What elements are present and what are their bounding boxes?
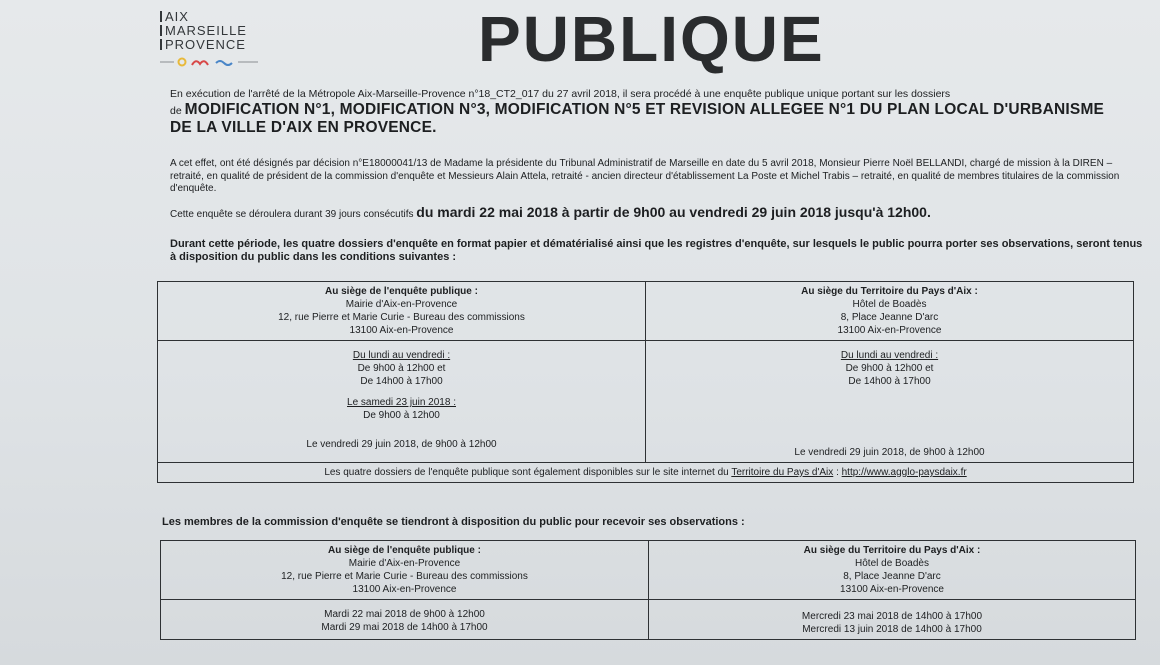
intro-subject: MODIFICATION N°1, MODIFICATION N°3, MODIFICATION N°5 ET REVISION ALLEGEE N°1 DU PLAN LOCAL D'URBANISME DE LA VILLE D'AIX EN PROVENCE.	[170, 101, 1105, 136]
duration-small-text: Cette enquête se déroulera durant 39 jours consécutifs	[170, 209, 414, 220]
intro-paragraph	[170, 88, 1130, 137]
table-row	[158, 282, 1134, 341]
consultation-table	[157, 281, 1134, 483]
period-paragraph: Durant cette période, les quatre dossiers d'enquête en format papier et dématérialisé ainsi que les registres d'enquête, sur lesquels le public pourra porter ses observations, seront tenus à disposition du public dans les conditions suivantes :	[170, 238, 1143, 263]
cell-heading: Au siège de l'enquête publique :	[325, 286, 478, 297]
cell-heading: Au siège du Territoire du Pays d'Aix :	[801, 286, 978, 297]
cell-territoire-dates: Mercredi 23 mai 2018 de 14h00 à 17h00 Mercredi 13 juin 2018 de 14h00 à 17h00	[649, 600, 1136, 640]
territoire-link[interactable]: Territoire du Pays d'Aix	[731, 467, 834, 478]
intro-small-text: En exécution de l'arrêté de la Métropole Aix-Marseille-Provence n°18_CT2_017 du 27 avril 2018, il sera procédé à une enquête publique unique portant sur les dossiers	[170, 88, 951, 100]
designation-paragraph: A cet effet, ont été désignés par décision n°E18000041/13 de Madame la présidente du Tribunal Administratif de Marseille en date du 5 avril 2018, Monsieur Pierre Noël BELLANDI, chargé de mission à la DIREN – retraité, en qualité de président de la commission d'enquête et Messieurs Alain Attela, retraité - ancien directeur d'établissement La Poste et Michel Trabis – retraité, en qualité de membres titulaires de la commission d'enquête.	[170, 158, 1120, 194]
cell-website: Les quatre dossiers de l'enquête publique sont également disponibles sur le site internet du Territoire du Pays d'Aix : http://www.agglo-paysdaix.fr	[158, 463, 1134, 483]
notice-title: PUBLIQUE	[478, 3, 825, 75]
table-row	[158, 463, 1134, 483]
website-url-link[interactable]: http://www.agglo-paysdaix.fr	[841, 467, 967, 478]
metropole-logo	[160, 10, 270, 73]
commission-paragraph: Les membres de la commission d'enquête se tiendront à disposition du public pour recevoir ses observations :	[162, 516, 745, 528]
table-row	[158, 341, 1134, 463]
logo-line-aix: AIX	[165, 9, 189, 24]
table-row	[161, 541, 1136, 600]
cell-mairie-hours: Du lundi au vendredi : De 9h00 à 12h00 et De 14h00 à 17h00 Le samedi 23 juin 2018 : De 9h00 à 12h00 Le vendredi 29 juin 2018, de 9h00 à 12h00	[158, 341, 646, 463]
logo-line-provence: PROVENCE	[165, 37, 246, 52]
cell-mairie-address: Au siège de l'enquête publique : Mairie d'Aix-en-Provence 12, rue Pierre et Marie Curie - Bureau des commissions 13100 Aix-en-Provence	[158, 282, 646, 341]
cell-mairie-dates: Mardi 22 mai 2018 de 9h00 à 12h00 Mardi 29 mai 2018 de 14h00 à 17h00	[161, 600, 649, 640]
cell-mairie-address: Au siège de l'enquête publique : Mairie d'Aix-en-Provence 12, rue Pierre et Marie Curie - Bureau des commissions 13100 Aix-en-Provence	[161, 541, 649, 600]
duration-paragraph	[170, 204, 1150, 223]
cell-territoire-address: Au siège du Territoire du Pays d'Aix : Hôtel de Boadès 8, Place Jeanne D'arc 13100 Aix-en-Provence	[646, 282, 1134, 341]
cell-heading: Au siège de l'enquête publique :	[328, 545, 481, 556]
cell-territoire-hours: Du lundi au vendredi : De 9h00 à 12h00 et De 14h00 à 17h00 Le vendredi 29 juin 2018, de 9h00 à 12h00	[646, 341, 1134, 463]
permanences-table	[160, 540, 1136, 640]
cell-territoire-address: Au siège du Territoire du Pays d'Aix : Hôtel de Boadès 8, Place Jeanne D'arc 13100 Aix-en-Provence	[649, 541, 1136, 600]
cell-heading: Au siège du Territoire du Pays d'Aix :	[803, 545, 981, 556]
intro-de: de	[170, 105, 182, 117]
logo-waves-icon	[160, 56, 260, 68]
table-row	[161, 600, 1136, 640]
logo-line-marseille: MARSEILLE	[165, 23, 247, 38]
duration-dates: du mardi 22 mai 2018 à partir de 9h00 au vendredi 29 juin 2018 jusqu'à 12h00.	[416, 204, 931, 220]
